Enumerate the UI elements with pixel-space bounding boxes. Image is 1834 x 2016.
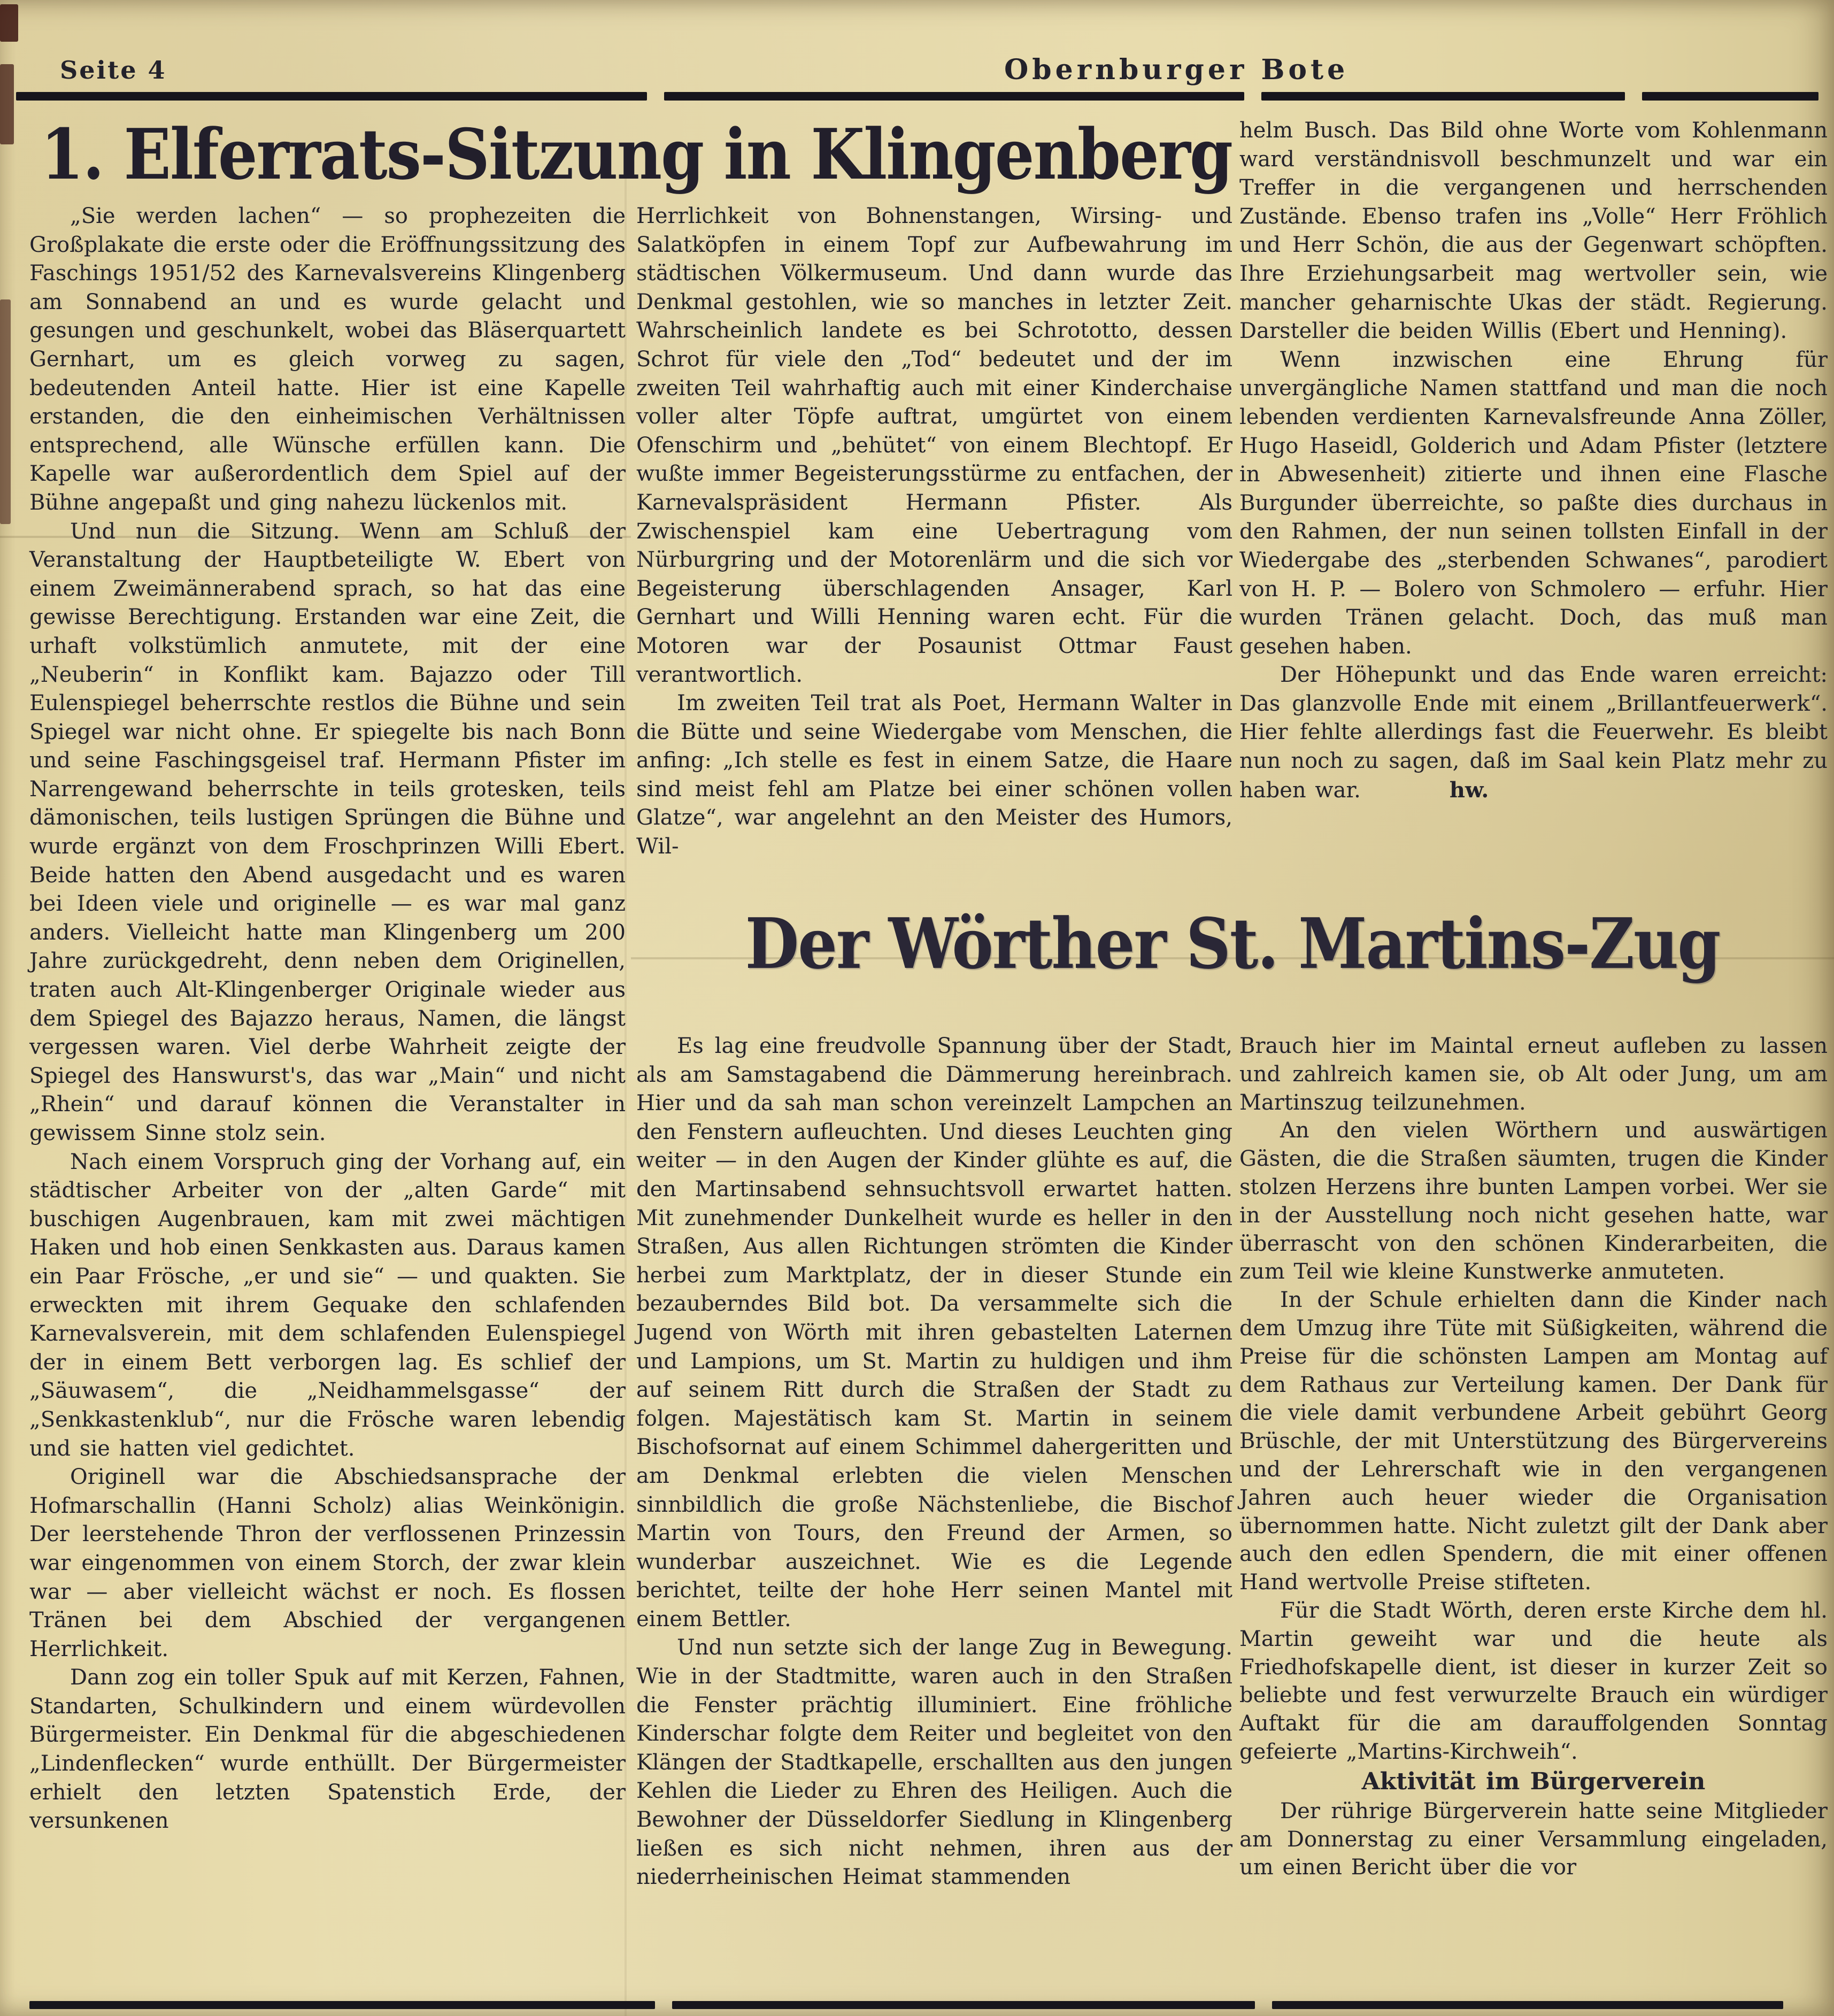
article-paragraph: Es lag eine freudvolle Spannung über der Stadt, als am Samstagabend die Dämmerung hereinbrach. Hier und da sah man schon vereinzelt Lampchen an den Fenstern aufleuchten. Und dieses Leuchten ging weiter — in den Augen der Kinder glühte es auf, die den Martinsabend sehnsuchtsvoll erwartet hatten. Mit zunehmender Dunkelheit wurde es heller in den Straßen, Aus allen Richtungen strömten die Kinder herbei zum Marktplatz, der in dieser Stunde ein bezauberndes Bild bot. Da versammelte sich die Jugend von Wörth mit ihren gebastelten Laternen und Lampions, um St. Martin zu huldigen und ihm auf seinem Ritt durch die Straßen der Stadt zu folgen. Majestätisch kam St. Martin in seinem Bischofsornat auf einem Schimmel dahergeritten und am Denkmal erlebten die vielen Menschen sinnbildlich die große Nächstenliebe, die Bischof Martin von Tours, den Freund der Armen, so wunderbar auszeichnet. Wie es die Legende berichtet, teilte der hohe Herr seinen Mantel mit einem Bettler. <box>636 1034 1232 1632</box>
paper-stain <box>0 64 14 144</box>
article2-headline: Der Wörther St. Martins-Zug <box>745 903 1720 985</box>
top-rule <box>16 92 1834 101</box>
article-paragraph <box>1239 661 1828 805</box>
article1-column-1 <box>29 202 626 1836</box>
author-initials: hw. <box>1449 777 1489 803</box>
article1-column-3 <box>1239 117 1828 805</box>
rule-segment <box>1642 92 1818 101</box>
bottom-rule <box>29 2001 1815 2009</box>
article-paragraph: Der rührige Bürgerverein hatte seine Mitglieder am Donnerstag zu einer Versammlung eingeladen, um einen Bericht über die vor <box>1239 1798 1828 1880</box>
rule-segment <box>672 2001 1255 2009</box>
article2-column-2 <box>1239 1032 1828 1882</box>
paper-stain <box>0 4 18 42</box>
rule-segment <box>1272 2001 1783 2009</box>
article-paragraph: helm Busch. Das Bild ohne Worte vom Kohlenmann ward verständnisvoll beschmunzelt und war ein Treffer in die vergangenen und herrschenden Zustände. Ebenso trafen ins „Volle“ Herr Fröhlich und Herr Schön, die aus der Gegenwart schöpften. Ihre Erziehungsarbeit mag wertvoller sein, wie mancher geharnischte Ukas der städt. Regierung. Darsteller die beiden Willis (Ebert und Henning). <box>1239 118 1828 344</box>
article2-subheading: Aktivität im Bürgerverein <box>1361 1767 1706 1795</box>
article-paragraph: Nach einem Vorspruch ging der Vorhang auf, ein städtischer Arbeiter von der „alten Garde“ mit buschigen Augenbrauen, kam mit zwei mächtigen Haken und hob einen Senkkasten aus. Daraus kamen ein Paar Frösche, „er und sie“ — und quakten. Sie erweckten mit ihrem Gequake den schlafenden Karnevalsverein, mit dem schlafenden Eulenspiegel der in einem Bett verborgen lag. Es schlief der „Säuwasem“, die „Neidhammelsgasse“ der „Senkkastenklub“, nur die Frösche waren lebendig und sie hatten viel gedichtet. <box>29 1149 626 1461</box>
article1-headline: 1. Elferrats-Sitzung in Klingenberg <box>40 114 1232 196</box>
rule-segment <box>664 92 1244 101</box>
article-paragraph: Und nun setzte sich der lange Zug in Bewegung. Wie in der Stadtmitte, waren auch in den Straßen die Fenster prächtig illuminiert. Eine fröhliche Kinderschar folgte dem Reiter und begleitet von den Klängen der Stadtkapelle, erschallten aus den jungen Kehlen die Lieder zu Ehren des Heiligen. Auch die Bewohner der Düsseldorfer Siedlung in Klingenberg ließen es sich nicht nehmen, ihren aus der niederrheinischen Heimat stammenden <box>636 1635 1232 1890</box>
article-paragraph: In der Schule erhielten dann die Kinder nach dem Umzug ihre Tüte mit Süßigkeiten, während die Preise für die schönsten Lampen am Montag auf dem Rathaus zur Verteilung kamen. Der Dank für die viele damit verbundene Arbeit gebührt Georg Brüschle, der mit Unterstützung des Bürgervereins und der Lehrerschaft wie in den vergangenen Jahren auch heuer wieder die Organisation übernommen hatte. Nicht zuletzt gilt der Dank aber auch den edlen Spendern, die mit einer offenen Hand wertvolle Preise stifteten. <box>1239 1288 1828 1595</box>
article-paragraph: Originell war die Abschiedsansprache der Hofmarschallin (Hanni Scholz) alias Weinkönigin. Der leerstehende Thron der verflossenen Prinzessin war eingenommen von einem Storch, der zwar klein war — aber vielleicht wächst er noch. Es flossen Tränen bei dem Abschied der vergangenen Herrlichkeit. <box>29 1465 626 1661</box>
article-paragraph: Brauch hier im Maintal erneut aufleben zu lassen und zahlreich kamen sie, ob Alt oder Jung, um am Martinszug teilzunehmen. <box>1239 1034 1828 1115</box>
article-paragraph: Wenn inzwischen eine Ehrung für unvergängliche Namen stattfand und man die noch lebenden verdienten Karnevalsfreunde Anna Zöller, Hugo Haseidl, Golderich und Adam Pfister (letztere in Abwesenheit) zitierte und ihnen eine Flasche Burgunder überreichte, so paßte dies durchaus in den Rahmen, der nun seinen tollsten Einfall in der Wiedergabe des „sterbenden Schwanes“, parodiert von H. P. — Bolero von Schmolero — erfuhr. Hier wurden Tränen gelacht. Doch, das muß man gesehen haben. <box>1239 347 1828 659</box>
article-paragraph: Herrlichkeit von Bohnenstangen, Wirsing- und Salatköpfen in einem Topf zur Aufbewahrung im städtischen Völkermuseum. Und dann wurde das Denkmal gestohlen, wie so manches in letzter Zeit. Wahrscheinlich landete es bei Schrototto, dessen Schrot für viele den „Tod“ bedeutet und der im zweiten Teil wahrhaftig auch mit einer Kinderchaise voller alter Töpfe auftrat, umgürtet von einem Ofenschirm und „behütet“ von einem Blechtopf. Er wußte immer Begeisterungsstürme zu entfachen, der Karnevalspräsident Hermann Pfister. Als Zwischenspiel kam eine Uebertragung vom Nürburgring und der Motorenlärm und die sich vor Begeisterung überschlagenden Ansager, Karl Gernhart und Willi Henning waren echt. Für die Motoren war der Posaunist Ottmar Faust verantwortlich. <box>636 204 1232 687</box>
article-paragraph: Dann zog ein toller Spuk auf mit Kerzen, Fahnen, Standarten, Schulkindern und einem würdevollen Bürgermeister. Ein Denkmal für die abgeschiedenen „Lindenflecken“ wurde enthüllt. Der Bürgermeister erhielt den letzten Spatenstich Erde, der versunkenen <box>29 1665 626 1834</box>
article-paragraph: Und nun die Sitzung. Wenn am Schluß der Veranstaltung der Hauptbeteiligte W. Ebert von einem Zweimännerabend sprach, so hat das eine gewisse Berechtigung. Erstanden war eine Zeit, die urhaft volkstümlich anmutete, mit der eine „Neuberin“ in Konflikt kam. Bajazzo oder Till Eulenspiegel beherrschte restlos die Bühne und sein Spiegel war nicht ohne. Er spiegelte bis nach Bonn und seine Faschingsgeisel traf. Hermann Pfister im Narrengewand beherrschte in teils grotesken, teils dämonischen, teils lustigen Sprüngen die Bühne und wurde ergänzt von dem Froschprinzen Willi Ebert. Beide hatten den Abend ausgedacht und es waren bei Ideen viele und originelle — es war mal ganz anders. Vielleicht hatte man Klingenberg um 200 Jahre zurückgedreht, denn neben dem Originellen, traten auch Alt-Klingenberger Originale wieder aus dem Spiegel des Bajazzo heraus, Namen, die längst vergessen waren. Viel derbe Wahrheit zeigte der Spiegel des Hanswurst's, das war „Main“ und nicht „Rhein“ und darauf können die Veranstalter in gewissem Sinne stolz sein. <box>29 519 626 1145</box>
article-paragraph: Für die Stadt Wörth, deren erste Kirche dem hl. Martin geweiht war und die heute als Friedhofskapelle dient, ist dieser in kurzer Zeit so beliebte und fest verwurzelte Brauch ein würdiger Auftakt für die am darauffolgenden Sonntag gefeierte „Martins-Kirchweih“. <box>1239 1598 1828 1764</box>
article-paragraph: „Sie werden lachen“ — so prophezeiten die Großplakate die erste oder die Eröffnungssitzung des Faschings 1951/52 des Karnevalsvereins Klingenberg am Sonnabend an und es wurde gelacht und gesungen und geschunkelt, wobei das Bläserquartett Gernhart, um es gleich vorweg zu sagen, bedeutenden Anteil hatte. Hier ist eine Kapelle erstanden, die den einheimischen Verhältnissen entsprechend, alle Wünsche erfüllen kann. Die Kapelle war außerordentlich dem Spiel auf der Bühne angepaßt und ging nahezu lückenlos mit. <box>29 204 626 515</box>
article-paragraph: An den vielen Wörthern und auswärtigen Gästen, die die Straßen säumten, trugen die Kinder stolzen Herzens ihre bunten Lampen vorbei. Wer sie in der Ausstellung noch nicht gesehen hatte, war überrascht von den schönen Kinderarbeiten, die zum Teil wie kleine Kunstwerke anmuteten. <box>1239 1118 1828 1284</box>
article1-column-2 <box>636 202 1232 861</box>
article-paragraph-text: Der Höhepunkt und das Ende waren erreicht: Das glanzvolle Ende mit einem „Brillantfeuerwerk“. Hier fehlte allerdings fast die Feuerwehr. Es bleibt nun noch zu sagen, daß im Saal kein Platz mehr zu haben war. <box>1239 663 1828 803</box>
article-paragraph: Im zweiten Teil trat als Poet, Hermann Walter in die Bütte und seine Wiedergabe vom Menschen, die anfing: „Ich stelle es fest in einem Satze, die Haare sind meist fehl am Platze bei einer schönen vollen Glatze“, war angelehnt an den Meister des Humors, Wil- <box>636 691 1232 859</box>
rule-segment <box>16 92 647 101</box>
page-number-label: Seite 4 <box>60 56 167 84</box>
paper-stain <box>0 299 11 524</box>
rule-segment <box>29 2001 655 2009</box>
rule-segment <box>1261 92 1625 101</box>
article2-column-1 <box>636 1032 1232 1892</box>
newspaper-masthead: Obernburger Bote <box>1004 53 1349 86</box>
